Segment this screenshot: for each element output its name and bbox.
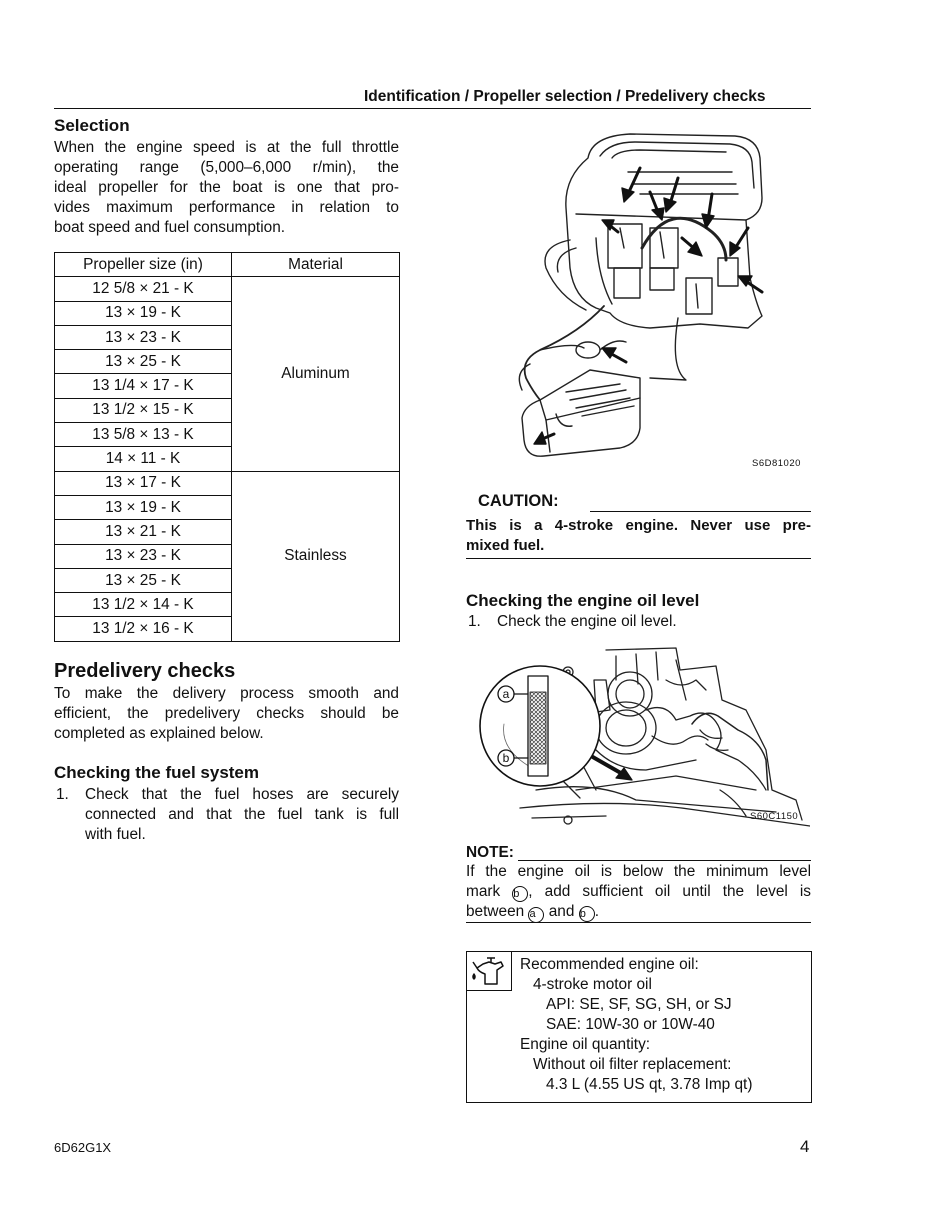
oil-step-number: 1. — [468, 613, 481, 630]
table-cell-size: 13 × 23 - K — [55, 544, 232, 568]
table-header-size: Propeller size (in) — [55, 253, 232, 277]
table-cell-size: 13 × 17 - K — [55, 471, 232, 495]
oil-spec-line: SAE: 10W-30 or 10W-40 — [546, 1016, 715, 1033]
footer-code: 6D62G1X — [54, 1140, 112, 1155]
note-line2-post: , add sufficient oil until the level is — [528, 883, 811, 900]
note-line3-pre: between — [466, 903, 529, 920]
oil-spec-line: 4-stroke motor oil — [533, 976, 652, 993]
caution-line: This is a 4-stroke engine. Never use pre- — [466, 517, 811, 534]
note-line-3 — [466, 902, 811, 923]
selection-line: operating range (5,000–6,000 r/min), the — [54, 159, 399, 176]
fuel-step-line: with fuel. — [85, 826, 146, 843]
table-cell-size: 12 5/8 × 21 - K — [55, 277, 232, 301]
table-cell-size: 13 × 19 - K — [55, 495, 232, 519]
caution-rule-top — [590, 511, 811, 512]
predelivery-line: To make the delivery process smooth and — [54, 685, 399, 702]
fuel-system-illustration — [500, 128, 810, 473]
fuel-step-text — [85, 785, 399, 845]
fuel-step-number: 1. — [56, 786, 69, 803]
page-number: 4 — [800, 1137, 810, 1156]
predelivery-line: efficient, the predelivery checks should be — [54, 705, 399, 722]
header-rule — [54, 108, 811, 109]
note-text — [466, 862, 811, 923]
table-row — [55, 277, 400, 301]
predelivery-heading: Predelivery checks — [54, 660, 236, 682]
predelivery-paragraph — [54, 684, 399, 744]
oil-step-text: Check the engine oil level. — [497, 613, 677, 630]
figure2-mark-b: b — [502, 751, 510, 765]
fuel-step-line: Check that the fuel hoses are securely — [85, 786, 399, 803]
oil-level-heading: Checking the engine oil level — [466, 591, 700, 610]
table-cell-size: 13 1/2 × 15 - K — [55, 398, 232, 422]
dipstick-illustration — [476, 640, 810, 832]
note-line-2 — [466, 882, 811, 902]
table-cell-size: 13 1/2 × 14 - K — [55, 593, 232, 617]
table-cell-material-stainless: Stainless — [232, 471, 400, 641]
selection-line: vides maximum performance in relation to — [54, 199, 399, 216]
oil-spec-line: Without oil filter replacement: — [533, 1056, 732, 1073]
table-cell-size: 13 1/2 × 16 - K — [55, 617, 232, 641]
selection-line: When the engine speed is at the full throttle — [54, 139, 399, 156]
selection-line: ideal propeller for the boat is one that pro- — [54, 179, 399, 196]
oil-spec-line: 4.3 L (4.55 US qt, 3.78 Imp qt) — [546, 1076, 753, 1093]
oil-icon-box — [466, 951, 512, 991]
figure2-code: S60C1150 — [750, 811, 799, 822]
predelivery-line: completed as explained below. — [54, 725, 264, 742]
circled-mark-b: b — [512, 886, 528, 902]
table-cell-size: 13 × 25 - K — [55, 568, 232, 592]
fuel-system-heading: Checking the fuel system — [54, 763, 260, 782]
oil-spec-line: API: SE, SF, SG, SH, or SJ — [546, 996, 732, 1013]
selection-heading: Selection — [54, 116, 130, 135]
table-header-material: Material — [232, 253, 400, 277]
circled-mark-b: b — [579, 906, 595, 922]
oil-spec-line: Recommended engine oil: — [520, 956, 699, 973]
oil-can-icon — [467, 952, 511, 990]
oil-spec-line: Engine oil quantity: — [520, 1036, 651, 1053]
circled-mark-a: a — [528, 907, 544, 923]
table-cell-size: 13 5/8 × 13 - K — [55, 423, 232, 447]
page-header-title: Identification / Propeller selection / Predelivery checks — [364, 88, 766, 105]
note-rule-top — [518, 860, 811, 861]
table-cell-size: 13 1/4 × 17 - K — [55, 374, 232, 398]
note-line3-post: . — [594, 903, 599, 920]
propeller-table — [54, 252, 400, 642]
note-line-1: If the engine oil is below the minimum level — [466, 863, 811, 880]
table-cell-size: 13 × 21 - K — [55, 520, 232, 544]
table-cell-size: 13 × 25 - K — [55, 350, 232, 374]
table-row — [55, 471, 400, 495]
table-header-row — [55, 253, 400, 277]
note-line3-mid: and — [544, 903, 579, 920]
table-cell-material-aluminum: Aluminum — [232, 277, 400, 471]
table-cell-size: 13 × 19 - K — [55, 301, 232, 325]
table-cell-size: 14 × 11 - K — [55, 447, 232, 471]
table-cell-size: 13 × 23 - K — [55, 325, 232, 349]
caution-rule-bottom — [466, 558, 811, 559]
note-label: NOTE: — [466, 844, 514, 861]
note-rule-bottom — [466, 922, 811, 923]
selection-paragraph — [54, 138, 399, 238]
figure1-code: S6D81020 — [752, 458, 801, 469]
caution-line: mixed fuel. — [466, 537, 545, 554]
caution-label: CAUTION: — [478, 492, 559, 510]
selection-line: boat speed and fuel consumption. — [54, 219, 286, 236]
caution-text — [466, 516, 811, 556]
figure2-mark-a: a — [502, 687, 510, 701]
fuel-step-line: connected and that the fuel tank is full — [85, 806, 399, 823]
note-line2-pre: mark — [466, 883, 513, 900]
